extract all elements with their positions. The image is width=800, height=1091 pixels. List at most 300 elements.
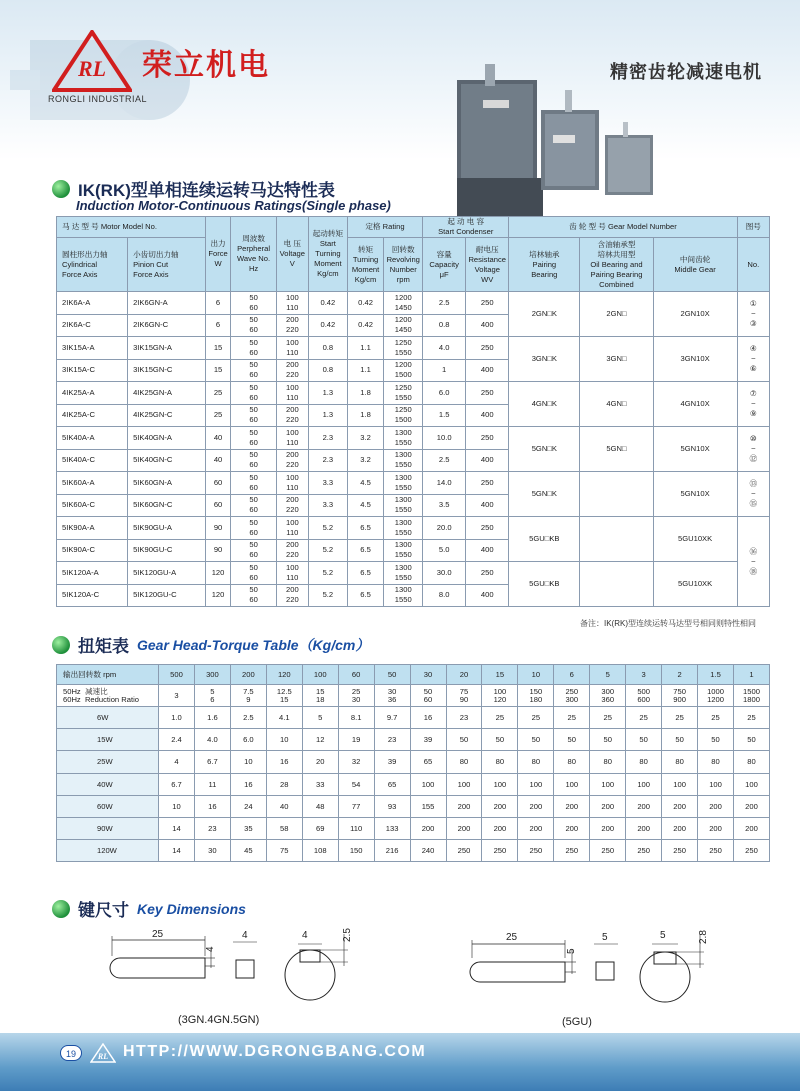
cell-fig-no: ⑯ ~ ⑱ bbox=[737, 517, 769, 607]
torque-ratio-cell: 100 120 bbox=[482, 685, 518, 707]
torque-value-cell: 50 bbox=[518, 729, 554, 751]
cell-start-torque: 5.2 bbox=[308, 562, 347, 585]
torque-value-cell: 50 bbox=[554, 729, 590, 751]
th-rated-torque: 转矩 Turning Moment Kg/cm bbox=[347, 238, 384, 292]
torque-value-cell: 200 bbox=[662, 795, 698, 817]
torque-value-cell: 25 bbox=[626, 707, 662, 729]
th-voltage: 电 压 Voltage V bbox=[276, 217, 308, 292]
torque-value-cell: 25 bbox=[662, 707, 698, 729]
torque-value-cell: 80 bbox=[734, 751, 770, 773]
cell-rated-torque: 3.2 bbox=[347, 427, 384, 450]
torque-power-label: 120W bbox=[57, 840, 159, 862]
torque-value-cell: 100 bbox=[554, 773, 590, 795]
torque-power-label: 90W bbox=[57, 817, 159, 839]
torque-value-cell: 150 bbox=[338, 840, 374, 862]
section-spec-title-en: Induction Motor-Continuous Ratings(Single phase) bbox=[76, 198, 391, 213]
left-hole-width-label: 4 bbox=[302, 930, 308, 941]
cell-voltage: 200 220 bbox=[276, 404, 308, 427]
torque-rpm-cell: 20 bbox=[446, 665, 482, 685]
cell-middle-gear: 5GU10XK bbox=[653, 517, 737, 562]
torque-value-cell: 8.1 bbox=[338, 707, 374, 729]
torque-value-cell: 23 bbox=[446, 707, 482, 729]
torque-rpm-cell: 100 bbox=[302, 665, 338, 685]
torque-value-cell: 200 bbox=[446, 795, 482, 817]
torque-ratio-cell: 15 18 bbox=[302, 685, 338, 707]
cell-force: 40 bbox=[205, 449, 231, 472]
torque-ratio-cell: 7.5 9 bbox=[230, 685, 266, 707]
table-row bbox=[57, 795, 770, 817]
torque-value-cell: 5 bbox=[302, 707, 338, 729]
torque-value-cell: 75 bbox=[266, 840, 302, 862]
cell-voltage: 100 110 bbox=[276, 472, 308, 495]
cell-frequency: 50 60 bbox=[231, 472, 276, 495]
cell-voltage: 100 110 bbox=[276, 382, 308, 405]
brand-name-en: RONGLI INDUSTRIAL bbox=[48, 94, 148, 104]
cell-voltage: 200 220 bbox=[276, 494, 308, 517]
torque-value-cell: 133 bbox=[374, 817, 410, 839]
torque-value-cell: 250 bbox=[734, 840, 770, 862]
cell-capacity: 30.0 bbox=[423, 562, 466, 585]
cell-middle-gear: 4GN10X bbox=[653, 382, 737, 427]
table-row bbox=[57, 840, 770, 862]
cell-voltage: 200 220 bbox=[276, 359, 308, 382]
torque-ratio-cell: 3 bbox=[159, 685, 195, 707]
cell-cylindrical-model: 5IK60A-A bbox=[57, 472, 128, 495]
torque-value-cell: 250 bbox=[554, 840, 590, 862]
cell-frequency: 50 60 bbox=[231, 382, 276, 405]
torque-rpm-cell: 15 bbox=[482, 665, 518, 685]
torque-value-cell: 50 bbox=[590, 729, 626, 751]
torque-value-cell: 9.7 bbox=[374, 707, 410, 729]
torque-value-cell: 4.0 bbox=[194, 729, 230, 751]
cell-res-voltage: 400 bbox=[466, 314, 509, 337]
torque-value-cell: 65 bbox=[374, 773, 410, 795]
torque-value-cell: 250 bbox=[662, 840, 698, 862]
torque-value-cell: 200 bbox=[698, 817, 734, 839]
torque-value-cell: 200 bbox=[518, 795, 554, 817]
cell-middle-gear: 5GN10X bbox=[653, 427, 737, 472]
left-shaft-section-drawing bbox=[285, 928, 353, 1000]
right-length-label: 25 bbox=[506, 932, 518, 943]
cell-rated-torque: 1.8 bbox=[347, 404, 384, 427]
th-force: 出力 Force W bbox=[205, 217, 231, 292]
torque-value-cell: 39 bbox=[374, 751, 410, 773]
cell-force: 25 bbox=[205, 382, 231, 405]
torque-value-cell: 50 bbox=[626, 729, 662, 751]
cell-voltage: 100 110 bbox=[276, 292, 308, 315]
torque-value-cell: 25 bbox=[482, 707, 518, 729]
torque-power-label: 25W bbox=[57, 751, 159, 773]
th-model: 马 达 型 号 Motor Model No. bbox=[57, 217, 206, 238]
torque-value-cell: 50 bbox=[482, 729, 518, 751]
torque-ratio-row bbox=[57, 685, 770, 707]
torque-rpm-cell: 500 bbox=[159, 665, 195, 685]
cell-capacity: 1 bbox=[423, 359, 466, 382]
torque-value-cell: 80 bbox=[554, 751, 590, 773]
torque-rpm-cell: 10 bbox=[518, 665, 554, 685]
torque-value-cell: 77 bbox=[338, 795, 374, 817]
cell-capacity: 5.0 bbox=[423, 539, 466, 562]
torque-value-cell: 250 bbox=[446, 840, 482, 862]
torque-value-cell: 50 bbox=[698, 729, 734, 751]
torque-value-cell: 16 bbox=[230, 773, 266, 795]
cell-speed: 1200 1500 bbox=[384, 359, 423, 382]
section-bullet-icon bbox=[52, 180, 70, 198]
section-torque-title-en: Gear Head-Torque Table（Kg/cm） bbox=[137, 636, 370, 653]
cell-res-voltage: 400 bbox=[466, 584, 509, 607]
cell-frequency: 50 60 bbox=[231, 449, 276, 472]
cell-capacity: 3.5 bbox=[423, 494, 466, 517]
torque-value-cell: 100 bbox=[518, 773, 554, 795]
torque-value-cell: 2.4 bbox=[159, 729, 195, 751]
torque-rpm-cell: 200 bbox=[230, 665, 266, 685]
cell-cylindrical-model: 3IK15A-C bbox=[57, 359, 128, 382]
torque-value-cell: 250 bbox=[482, 840, 518, 862]
th-fig: 图号 bbox=[737, 217, 769, 238]
cell-speed: 1300 1550 bbox=[384, 472, 423, 495]
cell-force: 25 bbox=[205, 404, 231, 427]
table-row bbox=[57, 751, 770, 773]
torque-value-cell: 200 bbox=[734, 817, 770, 839]
torque-power-label: 6W bbox=[57, 707, 159, 729]
cell-capacity: 2.5 bbox=[423, 292, 466, 315]
torque-value-cell: 250 bbox=[626, 840, 662, 862]
cell-oil-gear bbox=[580, 472, 653, 517]
section-torque-title-cn: 扭矩表 bbox=[78, 637, 129, 656]
torque-value-cell: 200 bbox=[626, 795, 662, 817]
torque-ratio-cell: 75 90 bbox=[446, 685, 482, 707]
torque-rpm-cell: 3 bbox=[626, 665, 662, 685]
left-depth-label: 2.5 bbox=[342, 928, 353, 942]
cell-frequency: 50 60 bbox=[231, 584, 276, 607]
torque-value-cell: 4 bbox=[159, 751, 195, 773]
right-hole-width-label: 5 bbox=[660, 930, 666, 941]
torque-value-cell: 100 bbox=[626, 773, 662, 795]
cell-cylindrical-model: 2IK6A-A bbox=[57, 292, 128, 315]
torque-value-cell: 6.7 bbox=[194, 751, 230, 773]
torque-value-cell: 10 bbox=[266, 729, 302, 751]
th-oil-bearing: 含油轴承型 培林共用型 Oil Bearing and Pairing Bearing Combined bbox=[580, 238, 653, 292]
cell-voltage: 100 110 bbox=[276, 562, 308, 585]
cell-pinion-model: 5IK60GN-A bbox=[128, 472, 206, 495]
torque-value-cell: 200 bbox=[590, 817, 626, 839]
cell-pairing-gear: 3GN□K bbox=[509, 337, 580, 382]
cell-speed: 1200 1450 bbox=[384, 314, 423, 337]
cell-capacity: 4.0 bbox=[423, 337, 466, 360]
torque-value-cell: 200 bbox=[662, 817, 698, 839]
cell-voltage: 200 220 bbox=[276, 539, 308, 562]
torque-power-label: 60W bbox=[57, 795, 159, 817]
th-gear-model: 齿 轮 型 号 Gear Model Number bbox=[509, 217, 737, 238]
cell-start-torque: 0.42 bbox=[308, 292, 347, 315]
cell-capacity: 10.0 bbox=[423, 427, 466, 450]
page-number: 19 bbox=[60, 1045, 82, 1061]
cell-start-torque: 2.3 bbox=[308, 449, 347, 472]
cell-frequency: 50 60 bbox=[231, 539, 276, 562]
cell-pairing-gear: 5GU□KB bbox=[509, 562, 580, 607]
torque-value-cell: 20 bbox=[302, 751, 338, 773]
torque-value-cell: 80 bbox=[518, 751, 554, 773]
torque-value-cell: 23 bbox=[194, 817, 230, 839]
cell-rated-torque: 6.5 bbox=[347, 539, 384, 562]
left-key-section-drawing bbox=[233, 930, 257, 978]
table-row bbox=[57, 427, 770, 450]
website-url[interactable]: HTTP://WWW.DGRONGBANG.COM bbox=[123, 1043, 427, 1060]
cell-oil-gear: 3GN□ bbox=[580, 337, 653, 382]
cell-force: 120 bbox=[205, 584, 231, 607]
th-pinion: 小齿切出力轴 Pinion Cut Force Axis bbox=[128, 238, 206, 292]
torque-ratio-cell: 30 36 bbox=[374, 685, 410, 707]
th-speed: 回转数 Revolving Number rpm bbox=[384, 238, 423, 292]
torque-value-cell: 216 bbox=[374, 840, 410, 862]
cell-cylindrical-model: 5IK90A-A bbox=[57, 517, 128, 540]
torque-rpm-cell: 1.5 bbox=[698, 665, 734, 685]
cell-capacity: 8.0 bbox=[423, 584, 466, 607]
cell-res-voltage: 400 bbox=[466, 404, 509, 427]
cell-cylindrical-model: 5IK120A-A bbox=[57, 562, 128, 585]
torque-value-cell: 100 bbox=[734, 773, 770, 795]
cell-res-voltage: 250 bbox=[466, 562, 509, 585]
cell-capacity: 0.8 bbox=[423, 314, 466, 337]
torque-value-cell: 12 bbox=[302, 729, 338, 751]
cell-res-voltage: 400 bbox=[466, 494, 509, 517]
torque-ratio-cell: 1500 1800 bbox=[734, 685, 770, 707]
cell-oil-gear bbox=[580, 562, 653, 607]
cell-pinion-model: 3IK15GN-C bbox=[128, 359, 206, 382]
left-key-side-drawing bbox=[110, 929, 216, 978]
cell-pinion-model: 2IK6GN-A bbox=[128, 292, 206, 315]
cell-pinion-model: 5IK120GU-C bbox=[128, 584, 206, 607]
torque-value-cell: 25 bbox=[734, 707, 770, 729]
torque-ratio-cell: 500 600 bbox=[626, 685, 662, 707]
torque-value-cell: 10 bbox=[159, 795, 195, 817]
right-shaft-section-drawing bbox=[640, 930, 709, 1002]
cell-speed: 1200 1450 bbox=[384, 292, 423, 315]
th-frequency: 周波数 Perpheral Wave No. Hz bbox=[231, 217, 276, 292]
cell-pinion-model: 5IK60GN-C bbox=[128, 494, 206, 517]
torque-value-cell: 54 bbox=[338, 773, 374, 795]
torque-value-cell: 200 bbox=[518, 817, 554, 839]
torque-value-cell: 80 bbox=[590, 751, 626, 773]
torque-rpm-cell: 300 bbox=[194, 665, 230, 685]
cell-pinion-model: 3IK15GN-A bbox=[128, 337, 206, 360]
cell-rated-torque: 6.5 bbox=[347, 562, 384, 585]
torque-value-cell: 4.1 bbox=[266, 707, 302, 729]
torque-value-cell: 14 bbox=[159, 840, 195, 862]
torque-value-cell: 58 bbox=[266, 817, 302, 839]
torque-value-cell: 24 bbox=[230, 795, 266, 817]
right-depth-label: 2.8 bbox=[698, 930, 709, 944]
torque-value-cell: 100 bbox=[698, 773, 734, 795]
cell-pinion-model: 4IK25GN-C bbox=[128, 404, 206, 427]
cell-cylindrical-model: 4IK25A-A bbox=[57, 382, 128, 405]
cell-rated-torque: 0.42 bbox=[347, 292, 384, 315]
section-bullet-icon bbox=[52, 636, 70, 654]
torque-rpm-cell: 1 bbox=[734, 665, 770, 685]
cell-speed: 1300 1550 bbox=[384, 427, 423, 450]
cell-pinion-model: 2IK6GN-C bbox=[128, 314, 206, 337]
motor-spec-table bbox=[56, 216, 770, 607]
left-key-caption: (3GN.4GN.5GN) bbox=[178, 1014, 260, 1026]
torque-value-cell: 6.7 bbox=[159, 773, 195, 795]
key-dimensions bbox=[0, 920, 800, 1030]
cell-cylindrical-model: 5IK40A-C bbox=[57, 449, 128, 472]
company-logo-icon bbox=[52, 30, 132, 92]
torque-value-cell: 80 bbox=[662, 751, 698, 773]
cell-capacity: 1.5 bbox=[423, 404, 466, 427]
page-footer bbox=[0, 1033, 800, 1091]
cell-pairing-gear: 5GN□K bbox=[509, 472, 580, 517]
cell-rated-torque: 6.5 bbox=[347, 517, 384, 540]
cell-voltage: 100 110 bbox=[276, 427, 308, 450]
right-key-width-label: 5 bbox=[602, 932, 608, 943]
cell-rated-torque: 1.1 bbox=[347, 359, 384, 382]
torque-table bbox=[56, 664, 770, 862]
cell-fig-no: ① ~ ③ bbox=[737, 292, 769, 337]
cell-pairing-gear: 5GU□KB bbox=[509, 517, 580, 562]
cell-start-torque: 5.2 bbox=[308, 539, 347, 562]
torque-power-label: 15W bbox=[57, 729, 159, 751]
torque-ratio-cell: 50 60 bbox=[410, 685, 446, 707]
cell-force: 90 bbox=[205, 517, 231, 540]
cell-force: 6 bbox=[205, 292, 231, 315]
torque-value-cell: 28 bbox=[266, 773, 302, 795]
torque-value-cell: 200 bbox=[410, 817, 446, 839]
cell-force: 15 bbox=[205, 359, 231, 382]
torque-value-cell: 14 bbox=[159, 817, 195, 839]
torque-value-cell: 19 bbox=[338, 729, 374, 751]
cell-voltage: 200 220 bbox=[276, 449, 308, 472]
cell-frequency: 50 60 bbox=[231, 517, 276, 540]
cell-fig-no: ⑩ ~ ⑫ bbox=[737, 427, 769, 472]
cell-frequency: 50 60 bbox=[231, 404, 276, 427]
torque-value-cell: 200 bbox=[482, 817, 518, 839]
torque-value-cell: 200 bbox=[446, 817, 482, 839]
table-row bbox=[57, 729, 770, 751]
cell-middle-gear: 3GN10X bbox=[653, 337, 737, 382]
torque-value-cell: 200 bbox=[590, 795, 626, 817]
torque-value-cell: 1.0 bbox=[159, 707, 195, 729]
torque-value-cell: 30 bbox=[194, 840, 230, 862]
cell-voltage: 100 110 bbox=[276, 337, 308, 360]
torque-value-cell: 32 bbox=[338, 751, 374, 773]
table-row bbox=[57, 472, 770, 495]
torque-value-cell: 200 bbox=[482, 795, 518, 817]
cell-speed: 1300 1550 bbox=[384, 539, 423, 562]
torque-value-cell: 65 bbox=[410, 751, 446, 773]
cell-start-torque: 0.8 bbox=[308, 359, 347, 382]
cell-force: 120 bbox=[205, 562, 231, 585]
logo-text: RL bbox=[77, 56, 107, 81]
torque-value-cell: 69 bbox=[302, 817, 338, 839]
cell-speed: 1300 1550 bbox=[384, 494, 423, 517]
torque-value-cell: 110 bbox=[338, 817, 374, 839]
cell-capacity: 2.5 bbox=[423, 449, 466, 472]
torque-value-cell: 155 bbox=[410, 795, 446, 817]
cell-rated-torque: 4.5 bbox=[347, 494, 384, 517]
cell-res-voltage: 250 bbox=[466, 517, 509, 540]
table-row bbox=[57, 337, 770, 360]
torque-value-cell: 80 bbox=[446, 751, 482, 773]
torque-value-cell: 108 bbox=[302, 840, 338, 862]
torque-ratio-cell: 300 360 bbox=[590, 685, 626, 707]
cell-pairing-gear: 5GN□K bbox=[509, 427, 580, 472]
cell-pairing-gear: 2GN□K bbox=[509, 292, 580, 337]
cell-oil-gear: 5GN□ bbox=[580, 427, 653, 472]
cell-middle-gear: 2GN10X bbox=[653, 292, 737, 337]
cell-force: 60 bbox=[205, 472, 231, 495]
torque-value-cell: 100 bbox=[410, 773, 446, 795]
cell-capacity: 14.0 bbox=[423, 472, 466, 495]
cell-force: 40 bbox=[205, 427, 231, 450]
table-row bbox=[57, 517, 770, 540]
table-row bbox=[57, 382, 770, 405]
torque-value-cell: 25 bbox=[698, 707, 734, 729]
th-res-voltage: 耐电压 Resistance Voltage WV bbox=[466, 238, 509, 292]
header-title: 精密齿轮减速电机 bbox=[610, 62, 762, 82]
cell-speed: 1250 1500 bbox=[384, 404, 423, 427]
torque-power-label: 40W bbox=[57, 773, 159, 795]
cell-rated-torque: 1.8 bbox=[347, 382, 384, 405]
cell-res-voltage: 250 bbox=[466, 337, 509, 360]
cell-frequency: 50 60 bbox=[231, 494, 276, 517]
cell-voltage: 200 220 bbox=[276, 314, 308, 337]
torque-value-cell: 250 bbox=[590, 840, 626, 862]
footer-logo-icon bbox=[90, 1043, 116, 1063]
torque-value-cell: 80 bbox=[698, 751, 734, 773]
cell-speed: 1300 1550 bbox=[384, 562, 423, 585]
torque-ratio-cell: 250 300 bbox=[554, 685, 590, 707]
cell-capacity: 20.0 bbox=[423, 517, 466, 540]
torque-value-cell: 250 bbox=[518, 840, 554, 862]
key-dimension-drawings bbox=[0, 920, 800, 1030]
th-fig-no: No. bbox=[737, 238, 769, 292]
cell-frequency: 50 60 bbox=[231, 359, 276, 382]
cell-res-voltage: 400 bbox=[466, 449, 509, 472]
torque-value-cell: 100 bbox=[590, 773, 626, 795]
torque-rpm-row bbox=[57, 665, 770, 685]
th-condenser: 起 动 电 容 Start Condenser bbox=[423, 217, 509, 238]
cell-res-voltage: 250 bbox=[466, 382, 509, 405]
torque-value-cell: 16 bbox=[266, 751, 302, 773]
table-row bbox=[57, 773, 770, 795]
cell-start-torque: 3.3 bbox=[308, 494, 347, 517]
th-cylindrical: 圆柱形出力轴 Cylindrical Force Axis bbox=[57, 238, 128, 292]
torque-value-cell: 93 bbox=[374, 795, 410, 817]
cell-rated-torque: 6.5 bbox=[347, 584, 384, 607]
right-key-caption: (5GU) bbox=[562, 1016, 592, 1028]
cell-start-torque: 3.3 bbox=[308, 472, 347, 495]
footer-logo-text: RL bbox=[97, 1052, 109, 1061]
torque-value-cell: 39 bbox=[410, 729, 446, 751]
cell-frequency: 50 60 bbox=[231, 427, 276, 450]
torque-rpm-cell: 5 bbox=[590, 665, 626, 685]
cell-force: 60 bbox=[205, 494, 231, 517]
torque-value-cell: 16 bbox=[410, 707, 446, 729]
torque-ratio-cell: 1000 1200 bbox=[698, 685, 734, 707]
torque-value-cell: 100 bbox=[482, 773, 518, 795]
torque-rpm-cell: 60 bbox=[338, 665, 374, 685]
cell-start-torque: 5.2 bbox=[308, 517, 347, 540]
th-rating: 定格 Rating bbox=[347, 217, 422, 238]
cell-speed: 1300 1550 bbox=[384, 584, 423, 607]
table-row bbox=[57, 292, 770, 315]
torque-value-cell: 200 bbox=[734, 795, 770, 817]
cell-pinion-model: 4IK25GN-A bbox=[128, 382, 206, 405]
cell-frequency: 50 60 bbox=[231, 562, 276, 585]
torque-value-cell: 1.6 bbox=[194, 707, 230, 729]
torque-value-cell: 2.5 bbox=[230, 707, 266, 729]
